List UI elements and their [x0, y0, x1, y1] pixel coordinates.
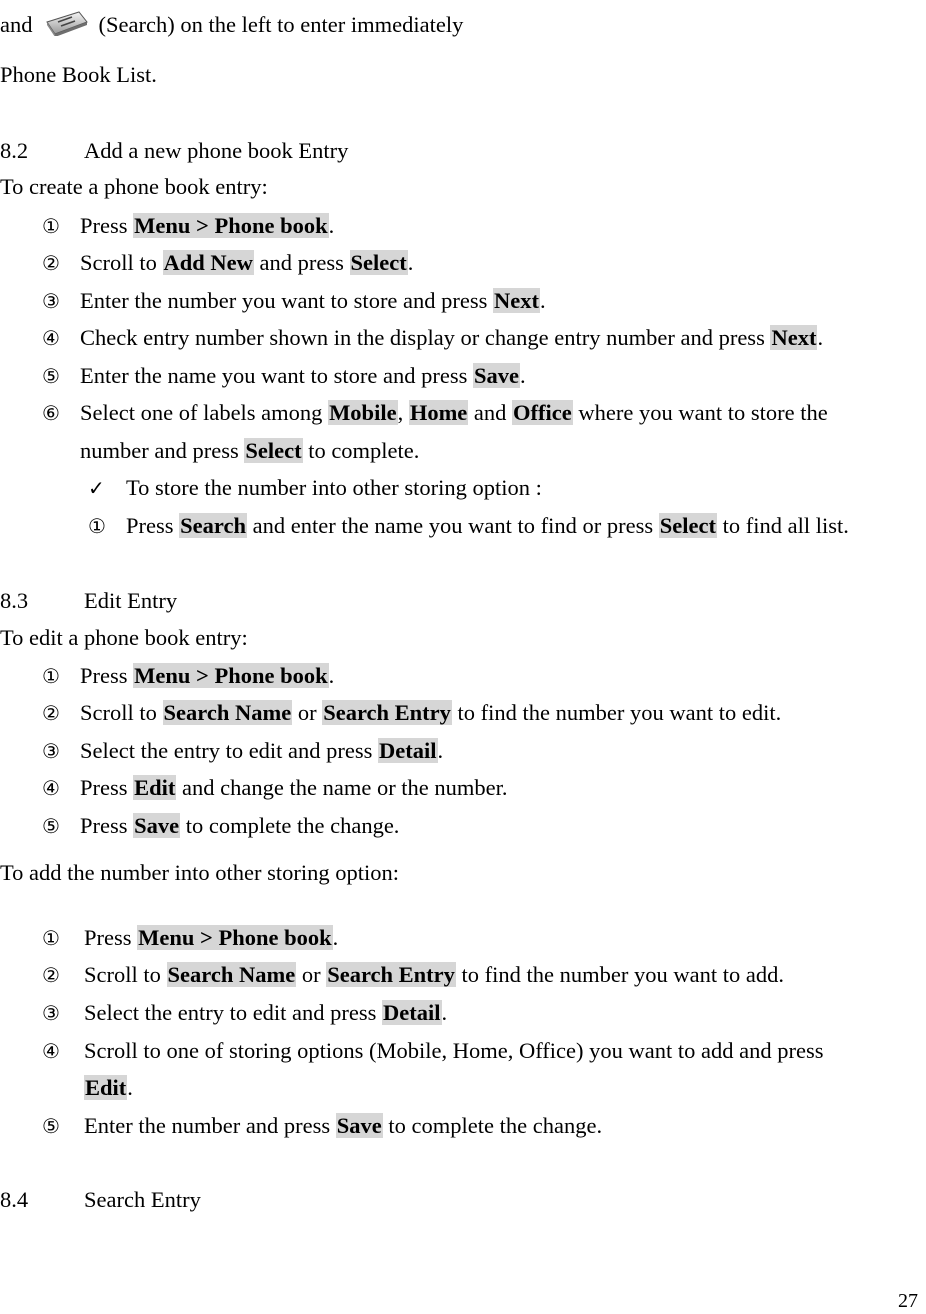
step-marker: ⑤ — [42, 1114, 60, 1138]
step-8-2-4: Check entry number shown in the display or change entry number and press Next. — [80, 325, 824, 350]
check-note: To store the number into other storing option : — [126, 475, 542, 500]
step-marker: ④ — [42, 776, 60, 800]
key-next: Next — [771, 325, 817, 350]
step-marker: ① — [42, 214, 60, 238]
key-add-new: Add New — [163, 250, 253, 275]
section-lead-8-2: To create a phone book entry: — [0, 174, 268, 199]
intro-text-post: (Search) on the left to enter immediately — [98, 12, 464, 37]
key-select: Select — [245, 438, 302, 463]
key-mobile: Mobile — [329, 400, 397, 425]
key-office: Office — [513, 400, 572, 425]
key-next: Next — [494, 288, 540, 313]
step-8-3-2: Scroll to Search Name or Search Entry to find the number you want to edit. — [80, 700, 782, 725]
step-marker: ② — [42, 251, 60, 275]
step-marker: ⑥ — [42, 401, 60, 425]
step-marker: ② — [42, 963, 60, 987]
step-marker: ① — [42, 926, 60, 950]
section-title-8-4: Search Entry — [84, 1187, 201, 1212]
step-marker: ④ — [42, 1039, 60, 1063]
step-marker: ④ — [42, 326, 60, 350]
step-8-3-3: Select the entry to edit and press Detail. — [80, 738, 444, 763]
step-8-3-1: Press Menu > Phone book. — [80, 663, 335, 688]
step-marker: ③ — [42, 739, 60, 763]
section-lead-8-3: To edit a phone book entry: — [0, 625, 248, 650]
section-lead-add-number: To add the number into other storing option: — [0, 860, 399, 885]
key-menu-phone-book: Menu > Phone book — [134, 663, 328, 688]
step-marker: ⑤ — [42, 814, 60, 838]
key-search-entry: Search Entry — [323, 700, 451, 725]
key-search-entry: Search Entry — [327, 962, 455, 987]
page-number: 27 — [898, 1290, 918, 1312]
step-8-2-1: Press Menu > Phone book. — [80, 213, 335, 238]
key-menu-phone-book: Menu > Phone book — [134, 213, 328, 238]
key-save: Save — [134, 813, 180, 838]
step-8-2-6-cont: number and press Select to complete. — [80, 438, 420, 463]
step-8-2-2: Scroll to Add New and press Select. — [80, 250, 414, 275]
key-home: Home — [409, 400, 468, 425]
step-marker: ③ — [42, 1001, 60, 1025]
section-title-8-3: Edit Entry — [84, 588, 178, 613]
section-number-8-2: 8.2 — [0, 138, 29, 163]
intro-line-1 — [0, 10, 463, 38]
step-8-3-4: Press Edit and change the name or the number. — [80, 775, 508, 800]
step-marker: ⑤ — [42, 364, 60, 388]
key-detail: Detail — [383, 1000, 441, 1025]
add-step-2: Scroll to Search Name or Search Entry to find the number you want to add. — [84, 962, 784, 987]
key-detail: Detail — [379, 738, 437, 763]
checkmark-icon: ✓ — [88, 476, 105, 500]
step-marker: ① — [88, 514, 106, 538]
key-search: Search — [180, 513, 246, 538]
step-8-3-5: Press Save to complete the change. — [80, 813, 400, 838]
add-step-4: Scroll to one of storing options (Mobile, Home, Office) you want to add and press — [84, 1038, 824, 1063]
intro-text-pre: and — [0, 12, 33, 37]
section-number-8-3: 8.3 — [0, 588, 29, 613]
intro-line-2: Phone Book List. — [0, 62, 157, 87]
step-marker: ① — [42, 664, 60, 688]
step-marker: ② — [42, 701, 60, 725]
key-edit: Edit — [85, 1075, 127, 1100]
add-step-3: Select the entry to edit and press Detail. — [84, 1000, 448, 1025]
step-8-2-5: Enter the name you want to store and press Save. — [80, 363, 526, 388]
substep-8-2-1: Press Search and enter the name you want to find or press Select to find all list. — [126, 513, 849, 538]
step-8-2-3: Enter the number you want to store and press Next. — [80, 288, 546, 313]
key-select: Select — [659, 513, 716, 538]
key-menu-phone-book: Menu > Phone book — [138, 925, 332, 950]
key-edit: Edit — [134, 775, 176, 800]
step-8-2-6: Select one of labels among Mobile, Home and Office where you want to store the — [80, 400, 828, 425]
key-select: Select — [350, 250, 407, 275]
add-step-5: Enter the number and press Save to complete the change. — [84, 1113, 603, 1138]
search-key-icon — [41, 10, 91, 43]
key-save: Save — [336, 1113, 382, 1138]
key-search-name: Search Name — [163, 700, 292, 725]
key-search-name: Search Name — [167, 962, 296, 987]
section-number-8-4: 8.4 — [0, 1187, 29, 1212]
add-step-4-cont: Edit. — [85, 1075, 133, 1100]
step-marker: ③ — [42, 289, 60, 313]
add-step-1: Press Menu > Phone book. — [84, 925, 339, 950]
section-title-8-2: Add a new phone book Entry — [84, 138, 349, 163]
key-save: Save — [474, 363, 520, 388]
